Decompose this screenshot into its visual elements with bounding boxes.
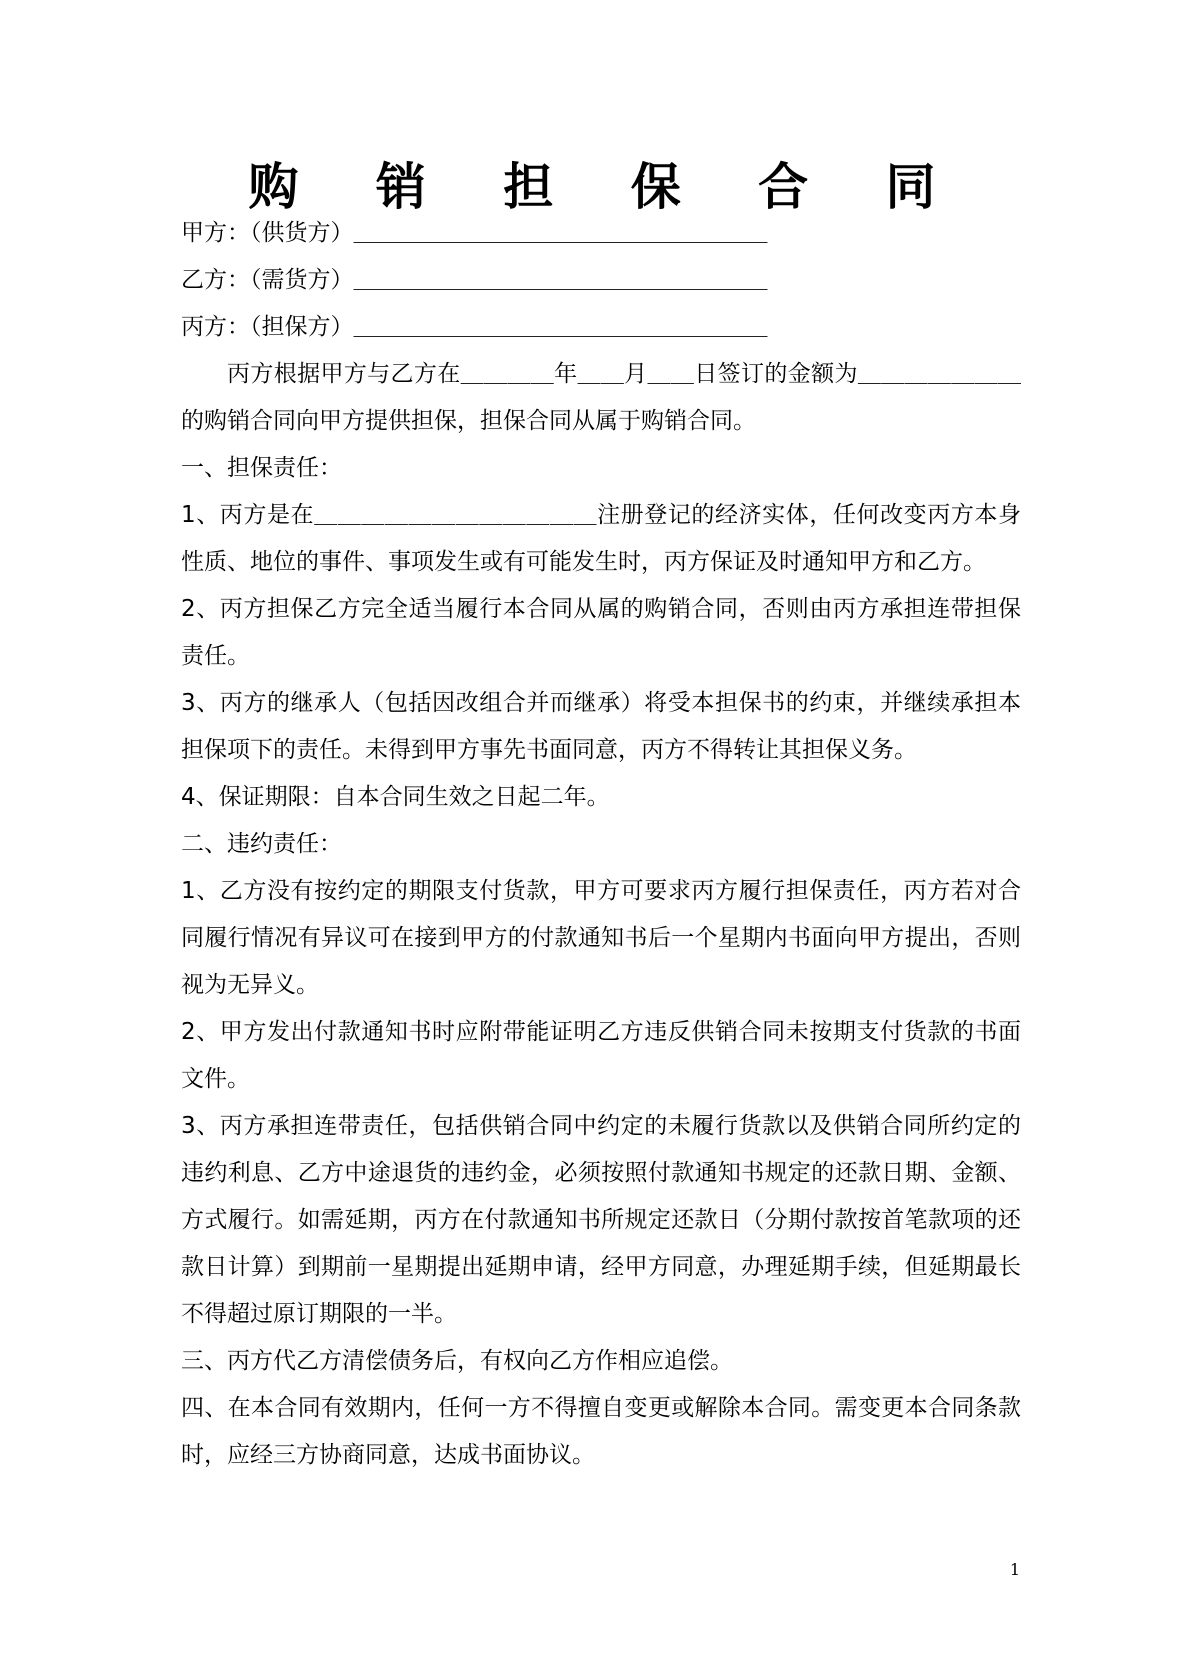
section-2-item-1: 1、乙方没有按约定的期限支付货款，甲方可要求丙方履行担保责任，丙方若对合同履行情况有异议可在接到甲方的付款通知书后一个星期内书面向甲方提出，否则视为无异义。 [181, 878, 1021, 998]
section-1-item-2: 2、丙方担保乙方完全适当履行本合同从属的购销合同，否则由丙方承担连带担保责任。 [181, 596, 1021, 669]
preamble-paragraph: 丙方根据甲方与乙方在＿＿＿＿年＿＿月＿＿日签订的金额为＿＿＿＿＿＿＿的购销合同向甲方提供担保，担保合同从属于购销合同。 [181, 361, 1021, 434]
section-2-item-2: 2、甲方发出付款通知书时应附带能证明乙方违反供销合同未按期支付货款的书面文件。 [181, 1019, 1021, 1092]
party-b-line: 乙方：（需货方）＿＿＿＿＿＿＿＿＿＿＿＿＿＿＿＿＿＿ [181, 267, 768, 293]
section-1-item-4: 4、保证期限：自本合同生效之日起二年。 [181, 784, 610, 810]
section-1-heading: 一、担保责任： [181, 455, 342, 481]
section-1-item-3: 3、丙方的继承人（包括因改组合并而继承）将受本担保书的约束，并继续承担本担保项下的责任。未得到甲方事先书面同意，丙方不得转让其担保义务。 [181, 690, 1021, 763]
section-3-paragraph: 三、丙方代乙方清偿债务后，有权向乙方作相应追偿。 [181, 1348, 733, 1374]
section-2-heading: 二、违约责任： [181, 831, 342, 857]
document-title: 购 销 担 保 合 同 [248, 158, 966, 216]
section-1-item-1: 1、丙方是在＿＿＿＿＿＿＿＿＿＿＿＿注册登记的经济实体，任何改变丙方本身性质、地位的事件、事项发生或有可能发生时，丙方保证及时通知甲方和乙方。 [181, 502, 1021, 575]
page-number: 1 [1009, 1560, 1020, 1579]
section-2-item-3: 3、丙方承担连带责任，包括供销合同中约定的未履行货款以及供销合同所约定的违约利息、乙方中途退货的违约金，必须按照付款通知书规定的还款日期、金额、方式履行。如需延期，丙方在付款通知书所规定还款日（分期付款按首笔款项的还款日计算）到期前一星期提出延期申请，经甲方同意，办理延期手续，但延期最长不得超过原订期限的一半。 [181, 1113, 1021, 1327]
section-4-paragraph: 四、在本合同有效期内，任何一方不得擅自变更或解除本合同。需变更本合同条款时，应经三方协商同意，达成书面协议。 [181, 1395, 1021, 1468]
party-c-line: 丙方：（担保方）＿＿＿＿＿＿＿＿＿＿＿＿＿＿＿＿＿＿ [181, 314, 768, 340]
contract-body [181, 210, 1021, 1479]
party-a-line: 甲方：（供货方）＿＿＿＿＿＿＿＿＿＿＿＿＿＿＿＿＿＿ [181, 220, 768, 246]
